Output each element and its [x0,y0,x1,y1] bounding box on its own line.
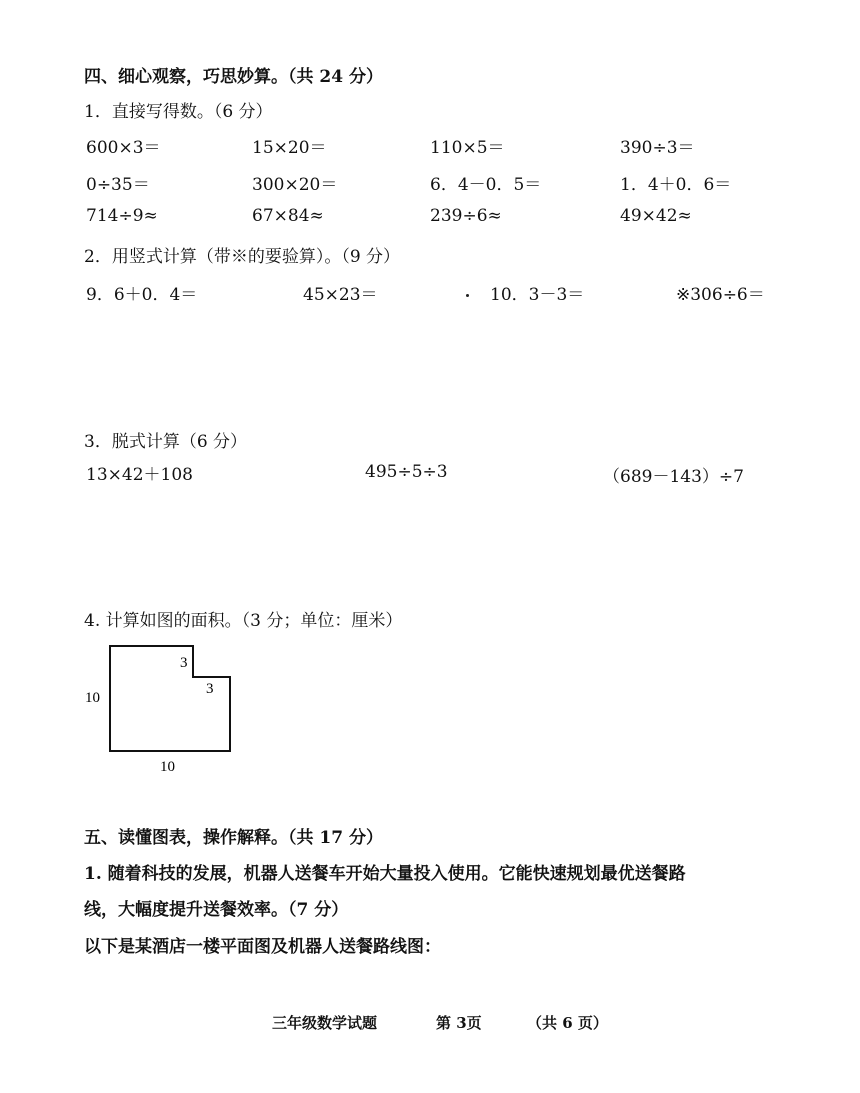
q3-item: 13×42＋108 [86,465,193,485]
label-bottom: 10 [160,759,175,775]
area-figure [76,640,246,780]
footer-total: （共 6 页） [527,1014,608,1032]
q1-item: 239÷6≈ [430,206,502,226]
q1-item: 15×20＝ [252,138,327,158]
q1-item: 1．4＋0．6＝ [620,175,732,195]
label-left: 10 [85,690,100,706]
footer-subject: 三年级数学试题 [272,1014,378,1032]
q3-label: 3．脱式计算（6 分） [84,432,248,452]
speck-mark [466,294,469,297]
q1-item: 714÷9≈ [86,206,158,226]
s5-intro: 以下是某酒店一楼平面图及机器人送餐路线图： [84,937,441,957]
q1-item: 6．4－0．5＝ [430,175,542,195]
q2-item: ※306÷6＝ [676,285,765,305]
section-5-title: 五、读懂图表，操作解释。（共 17 分） [84,828,383,848]
s5-q1-line2: 线，大幅度提升送餐效率。（7 分） [84,900,349,920]
footer-page: 第 3页 [436,1014,482,1032]
q2-label: 2．用竖式计算（带※的要验算）。（9 分） [84,247,401,267]
q1-item: 67×84≈ [252,206,324,226]
q3-item: 495÷5÷3 [365,462,448,482]
q1-item: 110×5＝ [430,138,505,158]
q2-item: 10．3－3＝ [490,285,585,305]
q2-item: 9．6＋0．4＝ [86,285,198,305]
s5-q1-line1: 1. 随着科技的发展，机器人送餐车开始大量投入使用。它能快速规划最优送餐路 [84,864,686,884]
q1-item: 0÷35＝ [86,175,150,195]
q1-item: 390÷3＝ [620,138,695,158]
q3-item: （689－143）÷7 [603,467,744,487]
label-notch-top: 3 [180,655,188,671]
q1-label: 1．直接写得数。（6 分） [84,102,273,122]
section-4-title: 四、细心观察，巧思妙算。（共 24 分） [84,67,383,87]
q1-item: 49×42≈ [620,206,692,226]
label-notch-side: 3 [206,681,214,697]
q4-label: 4. 计算如图的面积。（3 分；单位：厘米） [84,611,403,631]
q1-item: 300×20＝ [252,175,338,195]
q1-item: 600×3＝ [86,138,161,158]
notched-rectangle-shape [110,646,230,751]
q2-item: 45×23＝ [303,285,378,305]
